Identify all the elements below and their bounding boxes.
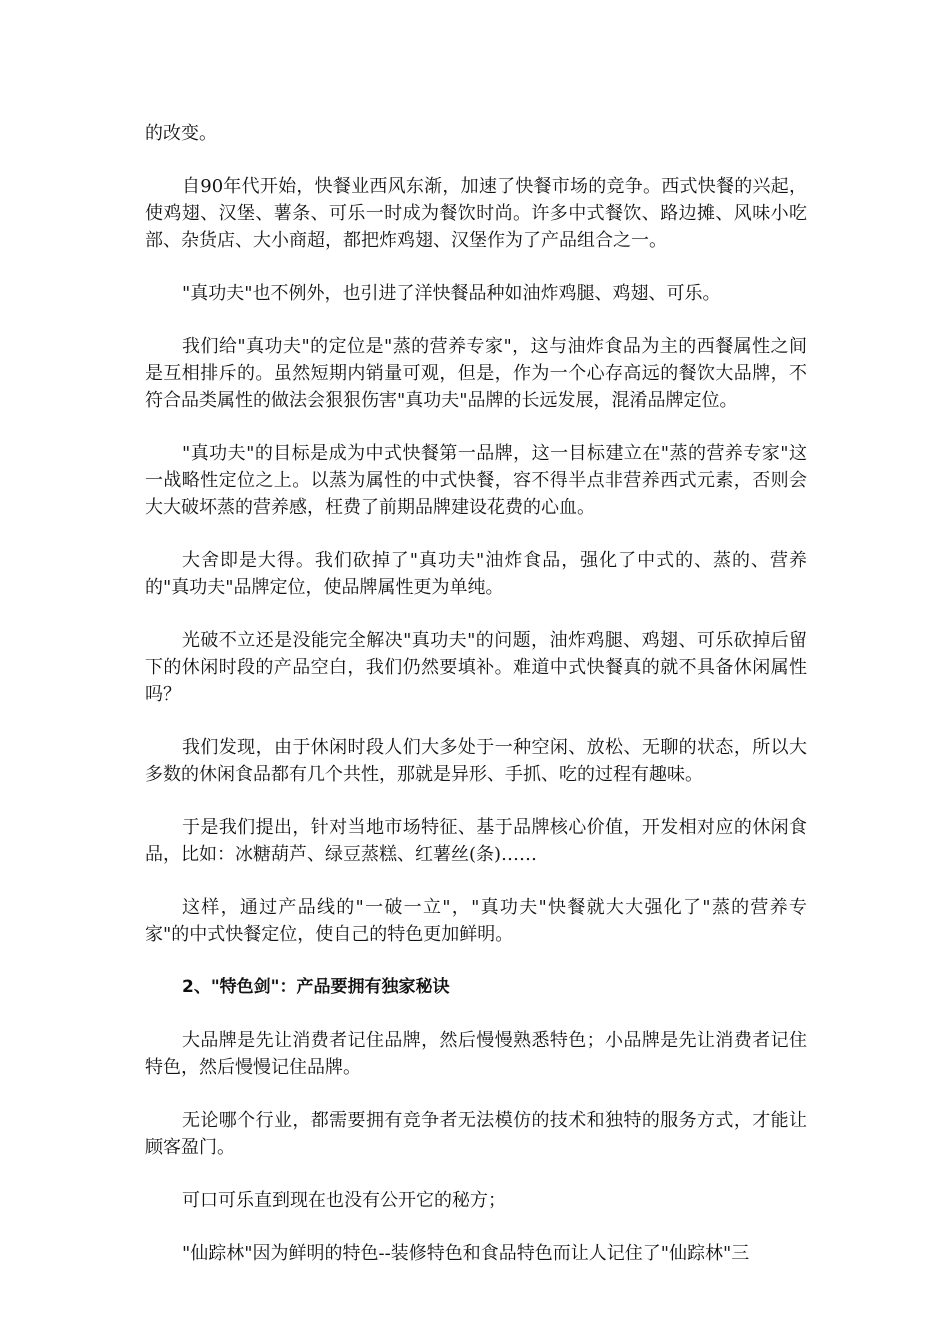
paragraph-3: "真功夫"也不例外，也引进了洋快餐品种如油炸鸡腿、鸡翅、可乐。: [182, 283, 721, 304]
paragraph-13: 可口可乐直到现在也没有公开它的秘方；: [182, 1190, 506, 1211]
paragraph-5: "真功夫"的目标是成为中式快餐第一品牌，这一目标建立在"蒸的营养专家"这一战略性定位之上。以蒸为属性的中式快餐，容不得半点非营养西式元素，否则会大大破坏蒸的营养感，枉费了前期品牌建设花费的心血。: [145, 443, 807, 518]
paragraph-14: "仙踪林"因为鲜明的特色--装修特色和食品特色而让人记住了"仙踪林"三: [182, 1243, 750, 1264]
document-body: [145, 120, 807, 1293]
paragraph-10: 这样，通过产品线的"一破一立"，"真功夫"快餐就大大强化了"蒸的营养专家"的中式快餐定位，使自己的特色更加鲜明。: [145, 897, 807, 945]
paragraph-4: 我们给"真功夫"的定位是"蒸的营养专家"，这与油炸食品为主的西餐属性之间是互相排斥的。虽然短期内销量可观，但是，作为一个心存高远的餐饮大品牌，不符合品类属性的做法会狠狠伤害"真功夫"品牌的长远发展，混淆品牌定位。: [145, 336, 807, 411]
paragraph-9: 于是我们提出，针对当地市场特征、基于品牌核心价值，开发相对应的休闲食品，比如：冰糖葫芦、绿豆蒸糕、红薯丝(条)……: [145, 817, 807, 865]
paragraph-1: 的改变。: [145, 123, 217, 144]
paragraph-6: 大舍即是大得。我们砍掉了"真功夫"油炸食品，强化了中式的、蒸的、营养的"真功夫"品牌定位，使品牌属性更为单纯。: [145, 550, 807, 598]
paragraph-11: 大品牌是先让消费者记住品牌，然后慢慢熟悉特色；小品牌是先让消费者记住特色，然后慢慢记住品牌。: [145, 1030, 807, 1078]
paragraph-12: 无论哪个行业，都需要拥有竞争者无法模仿的技术和独特的服务方式，才能让顾客盈门。: [145, 1110, 807, 1158]
paragraph-8: 我们发现，由于休闲时段人们大多处于一种空闲、放松、无聊的状态，所以大多数的休闲食品都有几个共性，那就是异形、手抓、吃的过程有趣味。: [145, 737, 807, 785]
section-heading: 2、"特色剑"：产品要拥有独家秘诀: [182, 977, 450, 997]
paragraph-2: 自90年代开始，快餐业西风东渐，加速了快餐市场的竞争。西式快餐的兴起，使鸡翅、汉堡、薯条、可乐一时成为餐饮时尚。许多中式餐饮、路边摊、风味小吃部、杂货店、大小商超，都把炸鸡翅、汉堡作为了产品组合之一。: [145, 176, 807, 251]
paragraph-7: 光破不立还是没能完全解决"真功夫"的问题，油炸鸡腿、鸡翅、可乐砍掉后留下的休闲时段的产品空白，我们仍然要填补。难道中式快餐真的就不具备休闲属性吗？: [145, 630, 807, 705]
